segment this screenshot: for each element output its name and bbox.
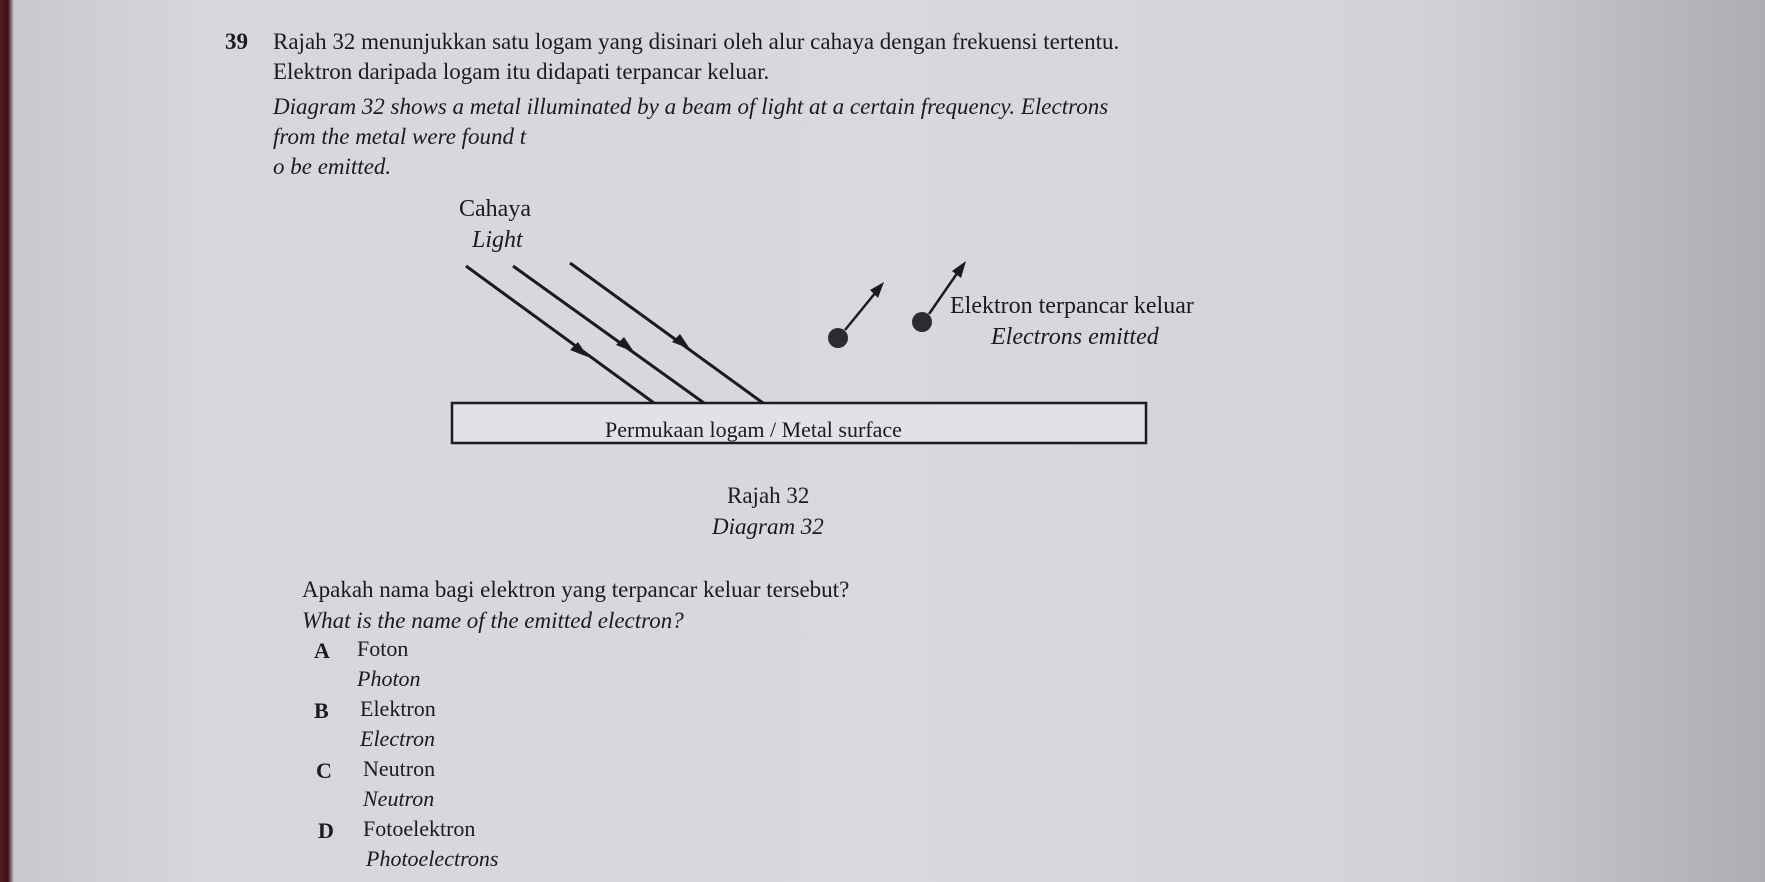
electron-label-ms: Elektron terpancar keluar [950, 293, 1194, 319]
diagram-caption-en: Diagram 32 [712, 514, 824, 539]
option-c-text-ms: Neutron [363, 756, 436, 781]
light-ray-2 [513, 266, 704, 403]
question-text-en-line1: Diagram 32 shows a metal illuminated by a beam of light at a certain frequency. Electrons [273, 94, 1109, 119]
option-a-text-en: Photon [357, 666, 421, 691]
diagram-caption-ms: Rajah 32 [727, 483, 810, 508]
ray-arrowhead-2 [616, 337, 634, 352]
option-b-text-en: Electron [360, 726, 435, 751]
light-ray-3 [570, 263, 763, 403]
ray-arrowhead-3 [672, 334, 690, 349]
option-c-text-en: Neutron [363, 786, 435, 811]
option-c-letter: C [316, 758, 332, 783]
light-ray-1 [466, 266, 654, 403]
question-text-en-line3: o be emitted. [273, 154, 392, 179]
light-label-en: Light [472, 227, 523, 253]
question-text-en-line2: from the metal were found t [273, 124, 527, 149]
prompt-en: What is the name of the emitted electron? [302, 608, 684, 633]
light-label-ms: Cahaya [459, 196, 531, 222]
option-d-letter: D [318, 818, 334, 843]
electron-1 [828, 282, 884, 348]
question-text-ms-line1: Rajah 32 menunjukkan satu logam yang disinari oleh alur cahaya dengan frekuensi tertentu. [273, 29, 1120, 54]
light-rays [466, 263, 763, 403]
option-d-text-ms: Fotoelektron [363, 816, 476, 841]
electron-label-en: Electrons emitted [991, 324, 1159, 350]
option-d-text-en: Photoelectrons [366, 846, 499, 871]
option-b-text-ms: Elektron [360, 696, 436, 721]
option-b-letter: B [314, 698, 329, 723]
question-number: 39 [225, 29, 248, 54]
option-a-text-ms: Foton [357, 636, 409, 661]
metal-surface-label: Permukaan logam / Metal surface [605, 417, 902, 442]
question-text-ms-line2: Elektron daripada logam itu didapati terpancar keluar. [273, 59, 770, 84]
option-a-letter: A [314, 638, 330, 663]
prompt-ms: Apakah nama bagi elektron yang terpancar keluar tersebut? [302, 577, 850, 602]
